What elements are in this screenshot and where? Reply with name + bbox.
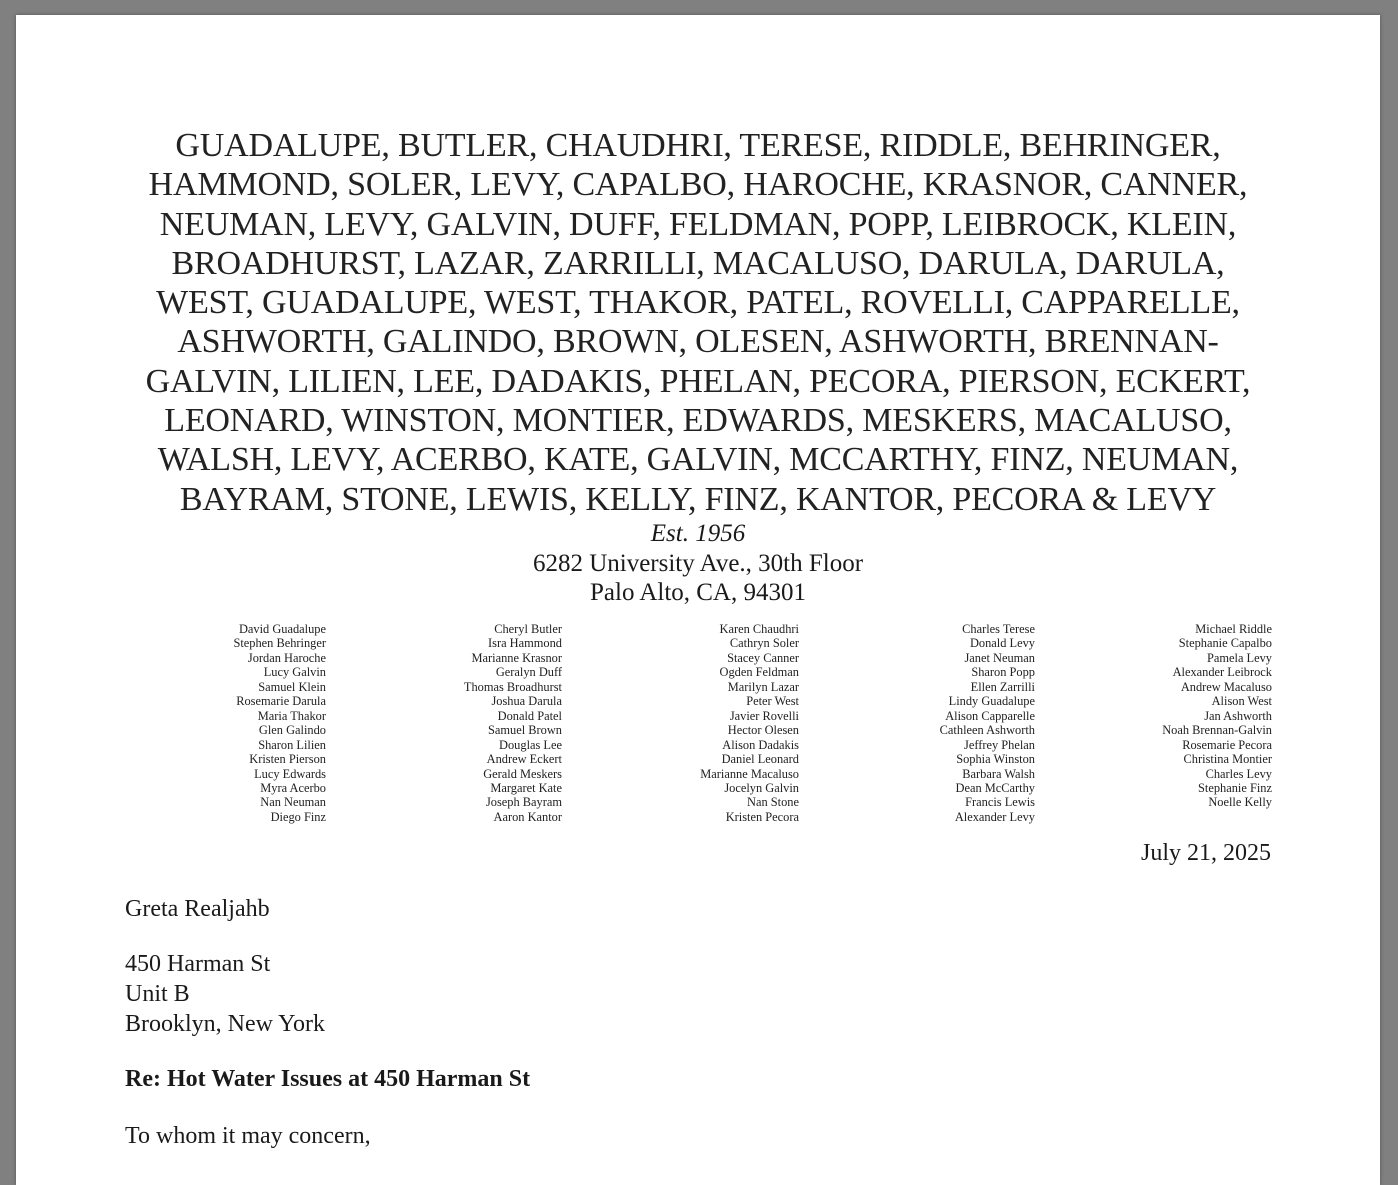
partner-name: Diego Finz — [270, 809, 326, 824]
partner-name: Joseph Bayram — [485, 795, 562, 810]
partner-name: Noah Brennan-Galvin — [1162, 723, 1272, 738]
address-line: Brooklyn, New York — [125, 1011, 326, 1037]
partner-name: Isra Hammond — [488, 636, 562, 651]
partner-name: Christina Montier — [1183, 752, 1272, 767]
partner-name: Stephen Behringer — [233, 636, 326, 651]
address-line: Unit B — [125, 981, 190, 1007]
partner-name: Karen Chaudhri — [719, 622, 799, 636]
partner-name: Andrew Eckert — [486, 752, 562, 767]
partner-name: Cathleen Ashworth — [939, 723, 1035, 738]
partner-name: Samuel Klein — [258, 679, 326, 694]
firm-name-line: GALVIN, LILIEN, LEE, DADAKIS, PHELAN, PECORA, PIERSON, ECKERT, — [145, 362, 1251, 400]
partner-name: Francis Lewis — [965, 795, 1035, 810]
firm-name-line: HAMMOND, SOLER, LEVY, CAPALBO, HAROCHE, KRASNOR, CANNER, — [148, 166, 1248, 204]
partner-name: Dean McCarthy — [955, 780, 1035, 795]
salutation: To whom it may concern, — [125, 1123, 371, 1149]
partner-name: Alison Dadakis — [722, 737, 799, 752]
partner-name: Maria Thakor — [257, 708, 326, 723]
firm-name-line: WEST, GUADALUPE, WEST, THAKOR, PATEL, ROVELLI, CAPPARELLE, — [156, 284, 1240, 322]
partner-name: Stacey Canner — [727, 650, 799, 665]
firm-name-line: NEUMAN, LEVY, GALVIN, DUFF, FELDMAN, POPP, LEIBROCK, KLEIN, — [159, 205, 1237, 243]
partner-name: Andrew Macaluso — [1180, 679, 1272, 694]
partner-name: Marianne Krasnor — [471, 650, 562, 665]
partner-name: Charles Levy — [1205, 766, 1272, 781]
partner-column — [775, 622, 1035, 824]
partner-name: Glen Galindo — [258, 723, 326, 738]
partner-name: Javier Rovelli — [729, 708, 799, 723]
partner-name: Alison West — [1211, 694, 1272, 709]
partner-name: Ellen Zarrilli — [970, 679, 1035, 694]
partner-name: Jan Ashworth — [1204, 708, 1272, 723]
partner-name: Barbara Walsh — [962, 766, 1035, 781]
partner-column — [539, 622, 799, 824]
partner-name: Alison Capparelle — [945, 708, 1035, 723]
partner-name: Kristen Pierson — [249, 752, 326, 767]
partner-name: Lucy Galvin — [263, 665, 326, 680]
partner-name: Geralyn Duff — [495, 665, 562, 680]
partner-name: Donald Patel — [497, 708, 562, 723]
partner-name: Jeffrey Phelan — [964, 737, 1035, 752]
partner-name: Sharon Lilien — [258, 737, 326, 752]
address-line: 450 Harman St — [125, 951, 271, 977]
firm-name-line: BAYRAM, STONE, LEWIS, KELLY, FINZ, KANTOR, PECORA & LEVY — [179, 480, 1217, 518]
partner-name: Myra Acerbo — [260, 780, 326, 795]
partner-name: Cathryn Soler — [729, 636, 799, 651]
partner-name: Michael Riddle — [1195, 622, 1272, 636]
partner-name: Alexander Leibrock — [1172, 665, 1272, 680]
partner-name: Rosemarie Pecora — [1182, 737, 1272, 752]
partner-name: Stephanie Capalbo — [1178, 636, 1272, 651]
firm-name-line: GUADALUPE, BUTLER, CHAUDHRI, TERESE, RIDDLE, BEHRINGER, — [175, 127, 1221, 164]
firm-address-city: Palo Alto, CA, 94301 — [590, 579, 806, 606]
firm-name — [16, 126, 1380, 519]
partner-column — [302, 622, 562, 824]
firm-name-line: ASHWORTH, GALINDO, BROWN, OLESEN, ASHWORTH, BRENNAN- — [177, 323, 1219, 361]
partner-name: Peter West — [746, 694, 799, 709]
partner-name: Lindy Guadalupe — [948, 694, 1035, 709]
subject-line: Re: Hot Water Issues at 450 Harman St — [125, 1066, 531, 1092]
partner-name: Lucy Edwards — [254, 766, 326, 781]
partner-name: Janet Neuman — [964, 650, 1035, 665]
partner-name: Rosemarie Darula — [236, 694, 326, 709]
firm-address-street: 6282 University Ave., 30th Floor — [532, 550, 864, 577]
partner-name: Daniel Leonard — [721, 752, 799, 767]
partner-name: Aaron Kantor — [493, 809, 562, 824]
partner-name: Samuel Brown — [488, 723, 562, 738]
established-year: Est. 1956 — [650, 520, 746, 547]
partner-column — [66, 622, 326, 824]
partner-name: Marilyn Lazar — [727, 679, 799, 694]
partner-name: Nan Neuman — [260, 795, 326, 810]
partner-name: Hector Olesen — [727, 723, 799, 738]
partner-name: Thomas Broadhurst — [463, 679, 562, 694]
partner-name: Marianne Macaluso — [700, 766, 799, 781]
partner-name: Margaret Kate — [490, 780, 562, 795]
recipient-name: Greta Realjahb — [125, 896, 270, 922]
partner-name: Stephanie Finz — [1198, 780, 1272, 795]
recipient-address — [125, 949, 325, 1039]
partner-name: Kristen Pecora — [725, 809, 799, 824]
partner-name: Donald Levy — [969, 636, 1035, 651]
partner-name: Douglas Lee — [499, 737, 562, 752]
partner-name: Charles Terese — [962, 622, 1035, 636]
partner-name: Jocelyn Galvin — [724, 780, 799, 795]
partner-name: Sophia Winston — [956, 752, 1035, 767]
firm-name-line: WALSH, LEVY, ACERBO, KATE, GALVIN, MCCARTHY, FINZ, NEUMAN, — [157, 441, 1239, 479]
partner-name: David Guadalupe — [238, 622, 326, 636]
partner-name: Jordan Haroche — [247, 650, 326, 665]
partner-name: Ogden Feldman — [719, 665, 799, 680]
partner-name: Gerald Meskers — [483, 766, 562, 781]
partner-name: Noelle Kelly — [1208, 795, 1272, 810]
firm-name-line: BROADHURST, LAZAR, ZARRILLI, MACALUSO, DARULA, DARULA, — [171, 244, 1225, 282]
partner-name: Pamela Levy — [1206, 650, 1272, 665]
partner-name: Nan Stone — [747, 795, 799, 810]
letter-date: July 21, 2025 — [1140, 840, 1271, 866]
partner-name: Cheryl Butler — [494, 622, 562, 636]
partner-name: Alexander Levy — [954, 809, 1035, 824]
partner-name: Joshua Darula — [491, 694, 562, 709]
partner-name: Sharon Popp — [971, 665, 1035, 680]
partner-column — [1012, 622, 1272, 810]
firm-name-line: LEONARD, WINSTON, MONTIER, EDWARDS, MESKERS, MACALUSO, — [164, 402, 1232, 440]
letter-page — [16, 15, 1380, 1185]
